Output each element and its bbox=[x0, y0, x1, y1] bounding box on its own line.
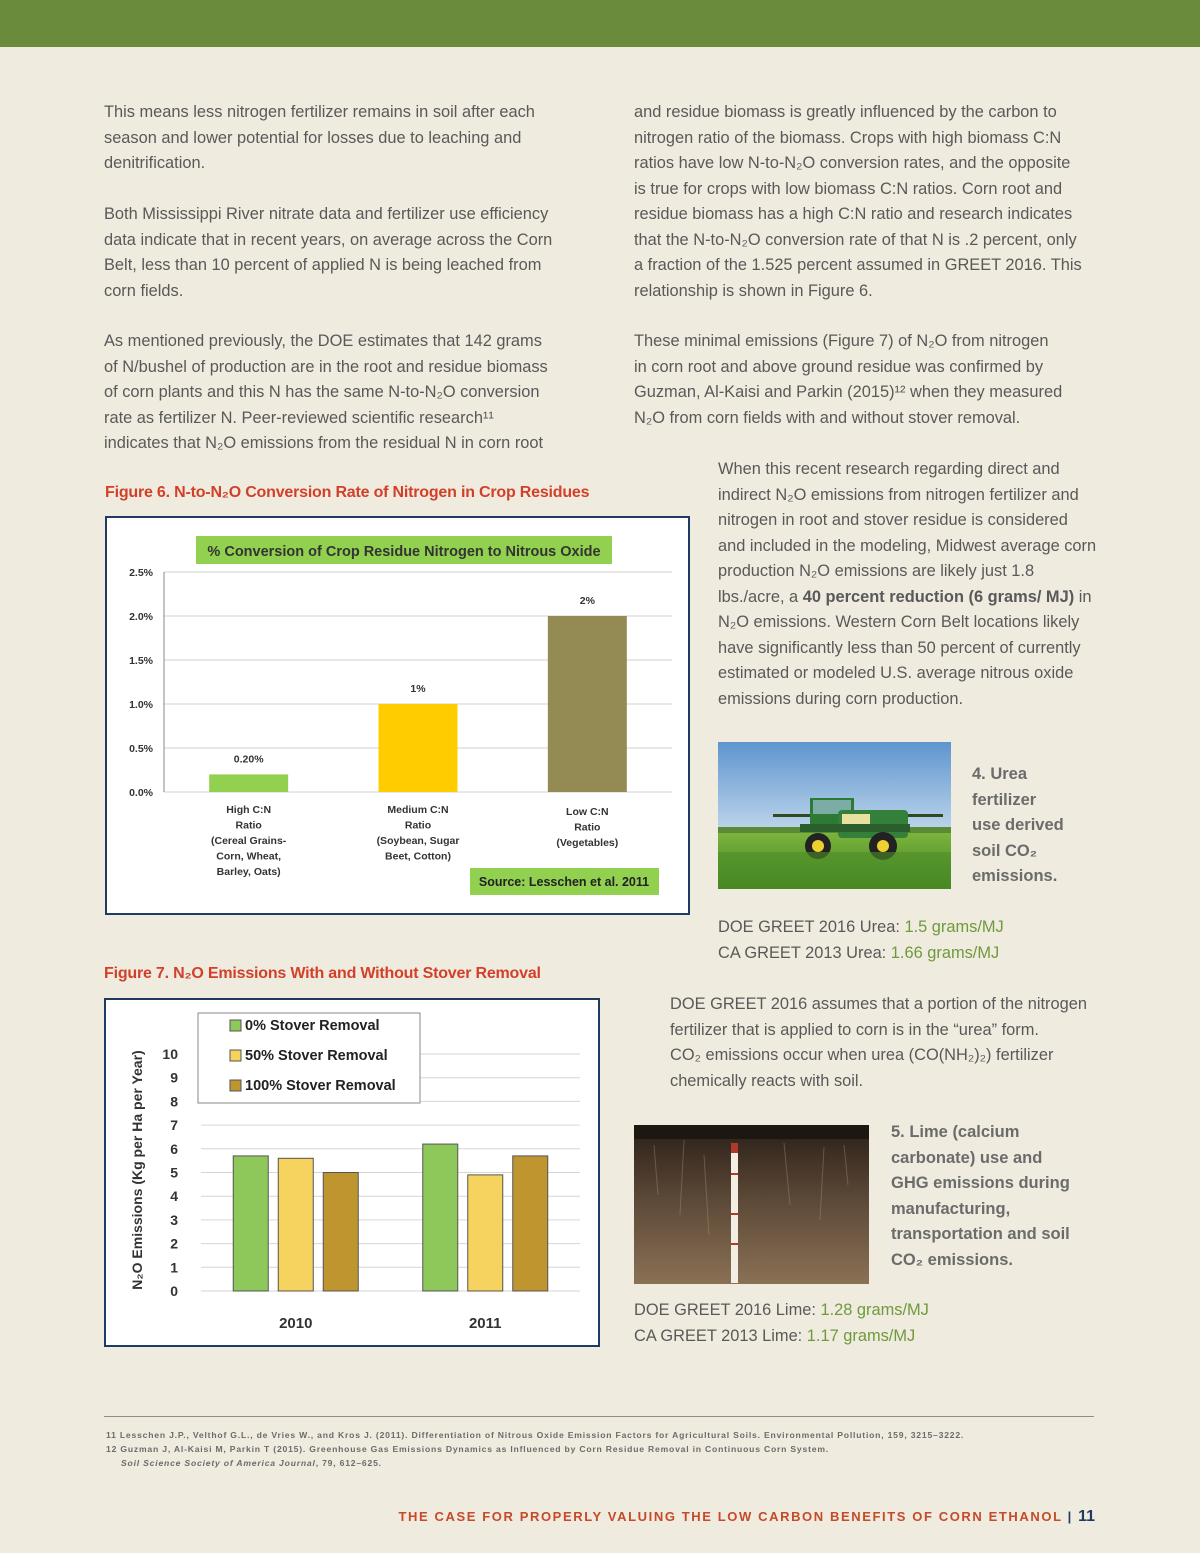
x-tick-label-line: High C:N bbox=[226, 804, 272, 816]
lime-ca-greet bbox=[634, 1324, 915, 1350]
bar bbox=[209, 774, 288, 792]
greet-value: 1.5 grams/MJ bbox=[904, 918, 1004, 936]
right-paragraph-2 bbox=[634, 329, 1062, 431]
x-tick-label-line: Ratio bbox=[404, 819, 432, 832]
text-line: This means less nitrogen fertilizer remains in soil after each bbox=[104, 103, 535, 121]
text-line: a fraction of the 1.525 percent assumed in GREET 2016. This bbox=[634, 256, 1082, 274]
lime-doe-greet bbox=[634, 1298, 929, 1324]
bar bbox=[233, 1156, 268, 1291]
bar bbox=[379, 704, 458, 792]
data-label: 2% bbox=[579, 595, 595, 607]
figure-6-chart bbox=[105, 516, 690, 915]
y-tick-label: 2.0% bbox=[129, 611, 153, 623]
text-line: relationship is shown in Figure 6. bbox=[634, 281, 873, 300]
footnote-divider bbox=[104, 1416, 1094, 1417]
footnote-12: 12 Guzman J, Al-Kaisi M, Parkin T (2015). Greenhouse Gas Emissions Dynamics as Influenced by Corn Residue Removal in Continuous Corn System. bbox=[106, 1444, 829, 1454]
heading-line: GHG emissions during bbox=[891, 1174, 1070, 1192]
y-axis-label: N₂O Emissions (Kg per Ha per Year) bbox=[129, 1050, 145, 1290]
x-tick-label: 2011 bbox=[468, 1315, 502, 1332]
x-tick-label-line: (Cereal Grains- bbox=[211, 835, 287, 847]
heading-line: fertilizer bbox=[972, 790, 1037, 809]
text-run: When this recent research regarding direct and indirect N₂O emissions from nitrogen fertilizer and nitrogen in root and stover residue is considered and included in the modeling, Midwest average corn production N₂O emissions are likely just 1.8 lbs./acre, a bbox=[718, 460, 1097, 606]
bold-text-run: 40 percent reduction (6 grams/ MJ) bbox=[802, 587, 1075, 606]
legend-label: 100% Stover Removal bbox=[245, 1078, 396, 1094]
x-tick-label-line: Ratio bbox=[235, 819, 262, 832]
footnote-11: 11 Lesschen J.P., Velthof G.L., de Vries W., and Kros J. (2011). Differentiation of Nitrous Oxide Emission Factors for Agricultural Soils. Environmental Pollution, 159, 3215–3222. bbox=[106, 1430, 965, 1440]
header-band bbox=[0, 0, 1200, 47]
y-tick-label: 1.5% bbox=[129, 655, 153, 667]
page-number: 11 bbox=[1078, 1508, 1095, 1525]
heading-line: CO₂ emissions. bbox=[891, 1250, 1013, 1269]
legend-label: 0% Stover Removal bbox=[245, 1018, 380, 1034]
source-label: Source: Lesschen et al. 2011 bbox=[478, 875, 650, 889]
figure-6-svg bbox=[107, 518, 688, 913]
soil-image bbox=[634, 1125, 869, 1284]
bar bbox=[548, 616, 627, 792]
figure-7-svg bbox=[106, 1000, 598, 1345]
y-tick-label: 2.5% bbox=[129, 567, 153, 579]
soil-profile-photo bbox=[634, 1125, 869, 1284]
urea-doe-greet bbox=[718, 915, 1004, 941]
text-line: season and lower potential for losses due to leaching and bbox=[104, 128, 522, 147]
text-run: in N₂O emissions. Western Corn Belt locations likely have significantly less than 50 percent of currently estimated or modeled U.S. average nitrous oxide emissions during corn production. bbox=[718, 587, 1092, 708]
heading-line: 5. Lime (calcium bbox=[891, 1123, 1020, 1141]
footnote-12-journal bbox=[121, 1458, 382, 1468]
text-line: and residue biomass is greatly influenced by the carbon to bbox=[634, 103, 1057, 121]
bar bbox=[513, 1156, 548, 1291]
text-line: rate as fertilizer N. Peer-reviewed scientific research¹¹ bbox=[104, 408, 494, 427]
y-tick-label: 0.5% bbox=[129, 743, 153, 755]
figure-7-title: Figure 7. N₂O Emissions With and Without Stover Removal bbox=[104, 965, 541, 982]
legend-swatch bbox=[230, 1050, 241, 1061]
figure-6-title: Figure 6. N-to-N₂O Conversion Rate of Nitrogen in Crop Residues bbox=[105, 484, 590, 501]
journal-volume: , 79, 612–625. bbox=[315, 1458, 382, 1468]
urea-heading bbox=[972, 762, 1064, 890]
legend-swatch bbox=[230, 1080, 241, 1091]
y-tick-label: 1 bbox=[170, 1259, 178, 1276]
data-label: 0.20% bbox=[233, 753, 264, 766]
legend-swatch bbox=[230, 1020, 241, 1031]
greet-label: DOE GREET 2016 Urea: bbox=[718, 918, 905, 936]
x-tick-label bbox=[211, 804, 287, 878]
heading-line: carbonate) use and bbox=[891, 1148, 1043, 1167]
x-tick-label bbox=[377, 804, 460, 863]
y-tick-label: 10 bbox=[162, 1046, 178, 1062]
y-tick-label: 8 bbox=[170, 1093, 178, 1110]
greet-label: DOE GREET 2016 Lime: bbox=[634, 1301, 821, 1319]
text-line: denitrification. bbox=[104, 154, 206, 172]
bar bbox=[278, 1158, 313, 1291]
y-tick-label: 2 bbox=[170, 1235, 178, 1252]
y-tick-label: 7 bbox=[170, 1117, 178, 1134]
footer-text: THE CASE FOR PROPERLY VALUING THE LOW CARBON BENEFITS OF CORN ETHANOL bbox=[398, 1509, 1063, 1524]
tractor-image bbox=[718, 742, 951, 889]
text-line: N₂O from corn fields with and without stover removal. bbox=[634, 408, 1021, 427]
text-line: As mentioned previously, the DOE estimates that 142 grams bbox=[104, 332, 542, 350]
y-tick-label: 0 bbox=[170, 1283, 178, 1299]
greet-value: 1.66 grams/MJ bbox=[890, 944, 1000, 962]
greet-value: 1.28 grams/MJ bbox=[820, 1301, 929, 1319]
y-tick-label: 4 bbox=[170, 1188, 178, 1205]
lime-heading bbox=[891, 1120, 1070, 1273]
urea-sprayer-photo bbox=[718, 742, 951, 889]
right-paragraph-1 bbox=[634, 100, 1082, 304]
y-tick-label: 9 bbox=[170, 1069, 178, 1086]
text-line: chemically reacts with soil. bbox=[670, 1071, 864, 1090]
bar bbox=[423, 1144, 458, 1291]
greet-label: CA GREET 2013 Lime: bbox=[634, 1327, 807, 1345]
text-line: nitrogen ratio of the biomass. Crops with high biomass C:N bbox=[634, 128, 1062, 147]
chart-title: % Conversion of Crop Residue Nitrogen to Nitrous Oxide bbox=[207, 544, 601, 560]
x-tick-label-line: Ratio bbox=[574, 821, 601, 834]
journal-name: Soil Science Society of America Journal bbox=[121, 1458, 316, 1468]
x-tick-label-line: Medium C:N bbox=[387, 804, 449, 816]
text-line: These minimal emissions (Figure 7) of N₂O from nitrogen bbox=[634, 332, 1049, 350]
text-line: residue biomass has a high C:N ratio and research indicates bbox=[634, 205, 1073, 223]
y-tick-label: 3 bbox=[170, 1211, 178, 1228]
text-line: data indicate that in recent years, on average across the Corn bbox=[104, 230, 553, 249]
x-tick-label-line: (Soybean, Sugar bbox=[376, 835, 460, 847]
text-line: is true for crops with low biomass C:N ratios. Corn root and bbox=[634, 179, 1063, 198]
text-line: that the N-to-N₂O conversion rate of that N is .2 percent, only bbox=[634, 230, 1077, 249]
heading-line: emissions. bbox=[972, 867, 1058, 885]
text-line: in corn root and above ground residue was confirmed by bbox=[634, 357, 1044, 376]
greet-label: CA GREET 2013 Urea: bbox=[718, 944, 891, 962]
left-paragraph-2 bbox=[104, 202, 552, 304]
legend-label: 50% Stover Removal bbox=[245, 1048, 388, 1064]
footer-separator: | bbox=[1062, 1509, 1079, 1524]
text-line: DOE GREET 2016 assumes that a portion of the nitrogen bbox=[670, 995, 1087, 1013]
text-line: indicates that N₂O emissions from the residual N in corn root bbox=[104, 434, 544, 452]
heading-line: transportation and soil bbox=[891, 1225, 1070, 1243]
left-paragraph-1 bbox=[104, 100, 535, 177]
urea-paragraph bbox=[670, 992, 1087, 1094]
text-line: corn fields. bbox=[104, 281, 184, 300]
text-line: CO₂ emissions occur when urea (CO(NH₂)₂) fertilizer bbox=[670, 1046, 1054, 1064]
y-tick-label: 6 bbox=[170, 1140, 178, 1157]
heading-line: 4. Urea bbox=[972, 765, 1028, 783]
text-line: fertilizer that is applied to corn is in the “urea” form. bbox=[670, 1020, 1039, 1039]
urea-ca-greet bbox=[718, 941, 999, 967]
right-paragraph-3 bbox=[718, 457, 1098, 712]
x-tick-label-line: Corn, Wheat, bbox=[216, 850, 282, 863]
x-tick-label-line: Beet, Cotton) bbox=[385, 850, 451, 863]
page-footer bbox=[399, 1508, 1095, 1526]
bar bbox=[468, 1175, 503, 1291]
heading-line: use derived bbox=[972, 816, 1064, 834]
y-tick-label: 1.0% bbox=[129, 699, 153, 711]
text-line: ratios have low N-to-N₂O conversion rates, and the opposite bbox=[634, 154, 1071, 172]
bar bbox=[323, 1173, 358, 1292]
x-tick-label: 2010 bbox=[279, 1315, 313, 1332]
figure-7-chart bbox=[104, 998, 600, 1347]
data-label: 1% bbox=[410, 683, 426, 695]
text-line: Both Mississippi River nitrate data and fertilizer use efficiency bbox=[104, 205, 549, 223]
heading-line: manufacturing, bbox=[891, 1199, 1011, 1218]
text-line: Belt, less than 10 percent of applied N is being leached from bbox=[104, 256, 542, 274]
y-tick-label: 0.0% bbox=[129, 787, 153, 799]
text-line: Guzman, Al-Kaisi and Parkin (2015)¹² when they measured bbox=[634, 383, 1063, 401]
text-line: of N/bushel of production are in the root and residue biomass bbox=[104, 357, 548, 376]
greet-value: 1.17 grams/MJ bbox=[806, 1327, 916, 1345]
x-tick-label-line: Low C:N bbox=[566, 806, 609, 818]
heading-line: soil CO₂ bbox=[972, 841, 1038, 860]
y-tick-label: 5 bbox=[170, 1164, 178, 1181]
x-tick-label bbox=[556, 806, 618, 849]
text-line: of corn plants and this N has the same N-to-N₂O conversion bbox=[104, 383, 540, 401]
left-paragraph-3 bbox=[104, 329, 548, 457]
x-tick-label-line: (Vegetables) bbox=[556, 837, 619, 849]
x-tick-label-line: Barley, Oats) bbox=[216, 866, 281, 878]
